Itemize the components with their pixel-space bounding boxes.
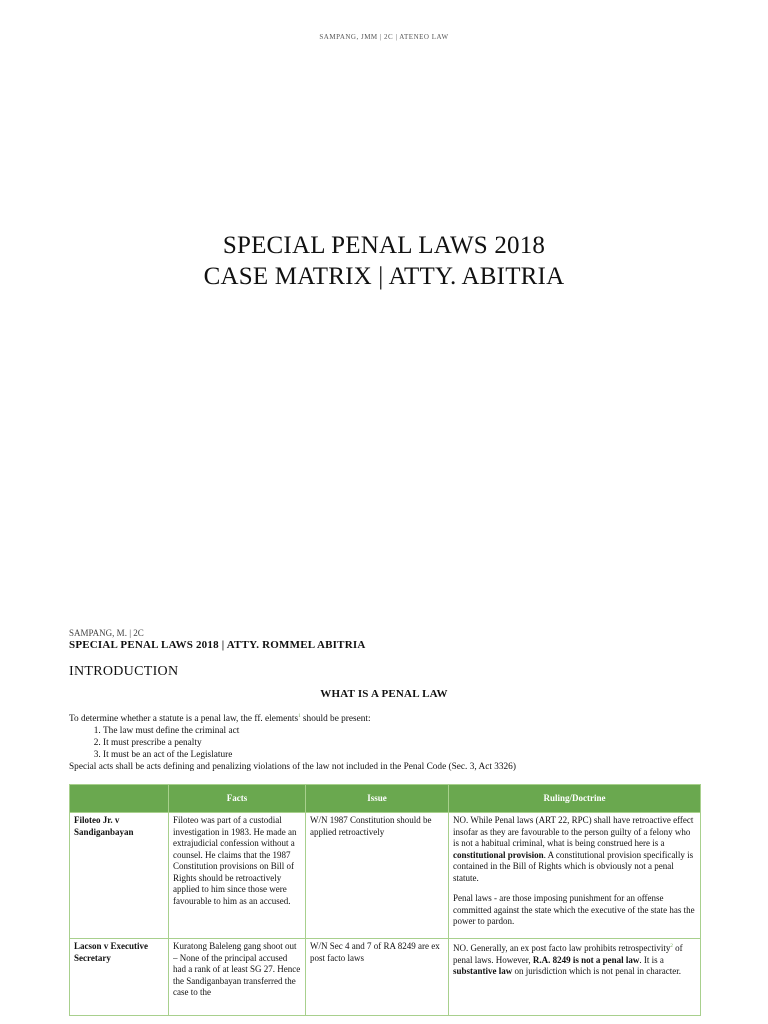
case-ruling: NO. While Penal laws (ART 22, RPC) shall have retroactive effect insofar as they are favourable to the person guilty of a felony who is not a habitual criminal, what is being construed here is a constitutional provision. A constitutional provision specifically is contained in the Bill of Rights which is obviously not a penal statute. Penal laws - are those imposing punishment for an offense committed against the state which the executive of the state has the power to pardon. [449,813,701,939]
table-header-row [70,785,701,813]
running-header: SAMPANG, JMM | 2C | ATENEO LAW [319,33,449,41]
element-item: 2. It must prescribe a penalty [103,737,709,749]
footnote-ref[interactable]: 1 [298,714,301,719]
table-row [70,939,701,1016]
intro-block [69,711,709,773]
case-name: Filoteo Jr. v Sandiganbayan [70,813,169,939]
header-ruling: Ruling/Doctrine [449,785,701,813]
case-ruling: NO. Generally, an ex post facto law prohibits retrospectivity$^2$ of penal laws. However, R.A. 8249 is not a penal law. It is a substantive law on jurisdiction which is not penal in character. [449,939,701,1016]
intro-lead-text: To determine whether a statute is a penal law, the ff. elements [69,714,299,725]
intro-lead-tail: should be present: [300,714,371,725]
author-line: SAMPANG, M. | 2C [69,628,144,638]
element-item: 3. It must be an act of the Legislature [103,749,709,761]
case-issue: W/N Sec 4 and 7 of RA 8249 are ex post facto laws [306,939,449,1016]
document-title [0,230,768,292]
course-line: SPECIAL PENAL LAWS 2018 | ATTY. ROMMEL ABITRIA [69,639,366,651]
intro-note: Special acts shall be acts defining and penalizing violations of the law not included in the Penal Code (Sec. 3, Act 3326) [69,762,516,773]
case-facts: Kuratong Baleleng gang shoot out – None of the principal accused had a rank of at least SG 27. Hence the Sandiganbayan transferred the case to the [169,939,306,1016]
table-row [70,813,701,939]
case-name: Lacson v Executive Secretary [70,939,169,1016]
section-heading: INTRODUCTION [69,664,179,679]
header-case [70,785,169,813]
element-item: 1. The law must define the criminal act [103,725,709,737]
case-issue: W/N 1987 Constitution should be applied retroactively [306,813,449,939]
intro-lead [69,711,709,725]
case-matrix-table [69,784,701,1016]
header-facts: Facts [169,785,306,813]
elements-list [69,725,709,761]
title-line-1: SPECIAL PENAL LAWS 2018 [222,232,546,259]
footnote-ref[interactable]: 2 [670,944,673,949]
case-facts: Filoteo was part of a custodial investigation in 1983. He made an extrajudicial confession without a counsel. He claims that the 1987 Constitution provisions on Bill of Rights should be retroactively applied to him since those were favourable to him as an accused. [169,813,306,939]
subheading: WHAT IS A PENAL LAW [320,688,448,700]
header-issue: Issue [306,785,449,813]
title-line-2: CASE MATRIX | ATTY. ABITRIA [203,263,565,290]
